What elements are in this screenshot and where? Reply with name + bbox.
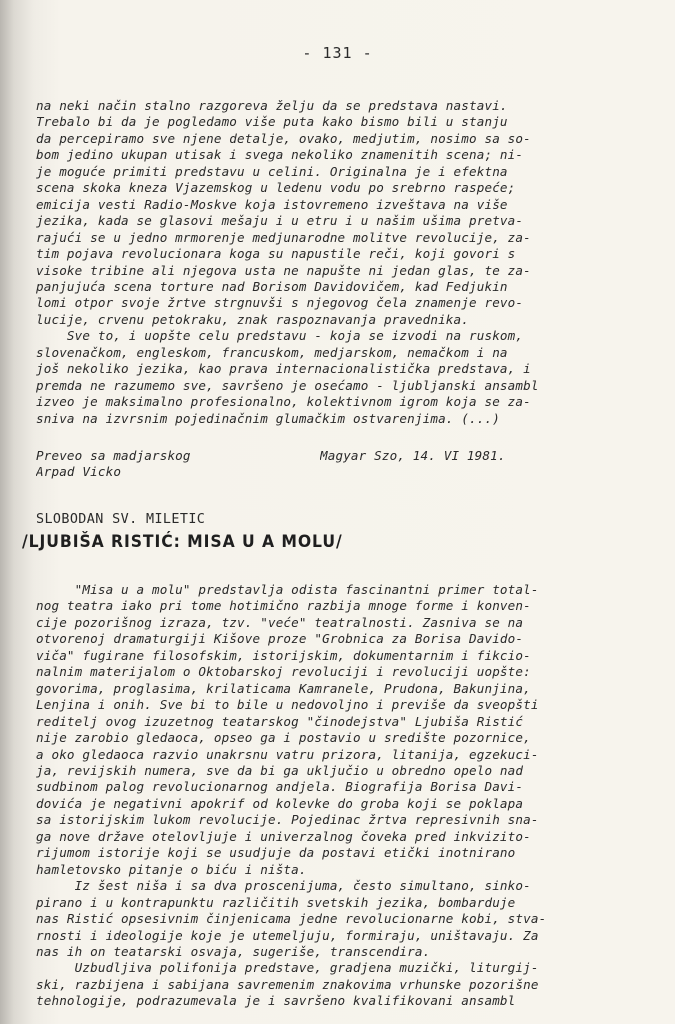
text-line: panjujuća scena torture nad Borisom Davidovičem, kad Fedjukin [36, 278, 508, 294]
text-line: otvorenoj dramaturgiji Kišove proze "Grobnica za Borisa Davido- [36, 631, 524, 647]
text-line: visoke tribine ali njegova usta ne napušte ni jedan glas, te za- [36, 262, 531, 278]
text-line: premda ne razumemo sve, savršeno je osećamo - ljubljanski ansambl [36, 377, 539, 393]
text-line: jezika, kada se glasovi mešaju i u etru i u našim ušima pretva- [36, 213, 524, 229]
text-line: Lenjina i onih. Sve bi to bile u nedovoljno i previše da sveopšti [36, 697, 539, 713]
text-line: nas Ristić opsesivnim činjenicama jedne revolucionarne kobi, stva- [36, 911, 547, 927]
translator-name: Arpad Vicko [36, 464, 122, 480]
text-line: je moguće primiti predstavu u celini. Originalna je i efektna [36, 163, 508, 179]
text-line: tehnologije, podrazumevala je i savršeno kvalifikovani ansambl [36, 993, 516, 1009]
text-line: sniva na izvrsnim pojedinačnim glumačkim ostvarenjima. (...) [36, 410, 500, 426]
article-author: SLOBODAN SV. MILETIĆ [36, 512, 206, 527]
text-line: ga nove države otelovljuje i univerzalnog čoveka pred inkvizito- [36, 828, 531, 844]
text-line: sudbinom palog revolucionarnog andjela. Biografija Borisa Davi- [36, 779, 524, 795]
text-line: rnosti i ideologije koje je utemeljuju, formiraju, uništavaju. Za [36, 927, 539, 943]
text-line: dovića je negativni apokrif od kolevke do groba koji se poklapa [36, 795, 524, 811]
text-line: tim pojava revolucionara koga su napustile reči, koji govori s [36, 246, 516, 262]
text-line: Iz šest niša i sa dva proscenijuma, često simultano, sinko- [36, 878, 531, 894]
text-line: emicija vesti Radio-Moskve koja istovremeno izveštava na više [36, 196, 508, 212]
article-continuation [36, 98, 648, 427]
text-line: govorima, proglasima, krilaticama Kamranele, Prudona, Bakunjina, [36, 680, 531, 696]
text-line: "Misa u a molu" predstavlja odista fascinantni primer total- [36, 582, 539, 597]
text-line: viča" fugirane filosofskim, istorijskim, dokumentarnim i fikcio- [36, 647, 531, 663]
text-line: lomi otpor svoje žrtve strgnuvši s njegovog čela znamenje revo- [36, 295, 524, 311]
text-line: Uzbudljiva polifonija predstave, gradjena muzički, liturgij- [36, 960, 539, 976]
source-citation: Magyar Szo, 14. VI 1981. [320, 448, 506, 463]
text-line: a oko gledaoca razvio unakrsnu vatru prizora, litanija, egzekuci- [36, 746, 539, 762]
text-line: izveo je maksimalno profesionalno, kolektivnom igrom koja se za- [36, 394, 531, 410]
text-line: rajući se u jedno mrmorenje medjunarodne molitve revolucije, za- [36, 229, 531, 245]
text-line: da percepiramo sve njene detalje, ovako, medjutim, nosimo sa so- [36, 130, 531, 146]
article-title: /LJUBIŠA RISTIĆ: MISA U A MOLU/ [22, 532, 343, 552]
text-line: nije zarobio gledaoca, opseo ga i postavio u središte pozornice, [36, 730, 531, 746]
article-body [36, 582, 648, 1010]
text-line: ski, razbijena i sabijana savremenim znakovima vrhunske pozorišne [36, 976, 539, 992]
text-line: ja, revijskih numera, sve da bi ga uključio u obredno opelo nad [36, 762, 524, 778]
article-credits [36, 448, 648, 484]
text-line: reditelj ovog izuzetnog teatarskog "činodejstva" Ljubiša Ristić [36, 713, 524, 729]
text-line: pirano i u kontrapunktu različitih svetskih jezika, bombarduje [36, 894, 516, 910]
text-line: hamletovsko pitanje o biću i ništa. [36, 861, 307, 877]
text-line: još nekoliko jezika, kao prava internacionalistička predstava, i [36, 361, 531, 377]
text-line: Sve to, i uopšte celu predstavu - koja se izvodi na ruskom, [36, 328, 524, 344]
text-line: nas ih on teatarski osvaja, sugeriše, transcendira. [36, 943, 431, 959]
text-line: lucije, crvenu petokraku, znak raspoznavanja pravednika. [36, 311, 469, 327]
text-line: rijumom istorije koji se usudjuje da postavi etički inotnirano [36, 845, 516, 861]
translator-credit [36, 448, 191, 481]
text-line: na neki način stalno razgoreva želju da se predstava nastavi. [36, 98, 508, 113]
text-line: cije pozorišnog izraza, tzv. "veće" teatralnosti. Zasniva se na [36, 614, 524, 630]
text-line: Trebalo bi da je pogledamo više puta kako bismo bili u stanju [36, 114, 508, 130]
translator-line: Preveo sa madjarskog [36, 448, 191, 463]
page-number: - 131 - [302, 44, 373, 62]
text-line: nog teatra iako pri tome hotimično razbija mnoge forme i konven- [36, 598, 531, 614]
text-line: sa istorijskim lukom revolucije. Pojedinac žrtva represivnih sna- [36, 812, 539, 828]
text-line: bom jedino ukupan utisak i svega nekoliko znamenitih scena; ni- [36, 147, 524, 163]
text-line: slovenačkom, engleskom, francuskom, medjarskom, nemačkom i na [36, 344, 508, 360]
text-line: scena skoka kneza Vjazemskog u ledenu vodu po srebrno raspeće; [36, 180, 516, 196]
text-line: nalnim materijalom o Oktobarskoj revoluciji i revoluciji uopšte: [36, 664, 531, 680]
